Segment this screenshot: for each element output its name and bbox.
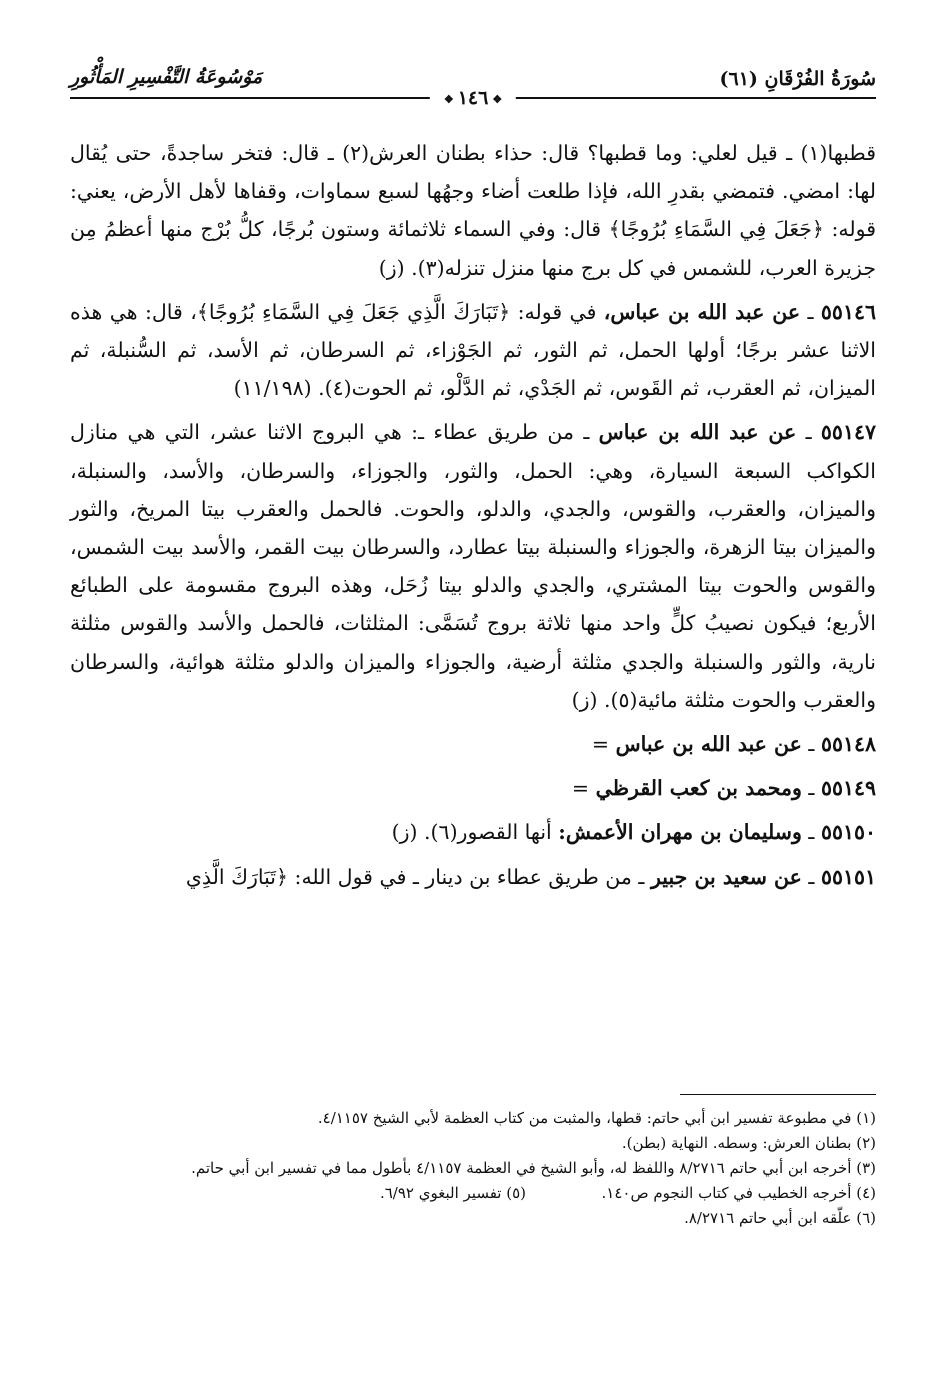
entry-number: ٥٥١٤٩ (820, 776, 876, 801)
entry-number: ٥٥١٤٧ (820, 420, 876, 445)
footnote: (١) في مطبوعة تفسير ابن أبي حاتم: قطها، والمثبت من كتاب العظمة لأبي الشيخ ٤/١١٥٧. (317, 1109, 876, 1127)
narrator-name: وسليمان بن مهران الأعمش: (558, 820, 802, 845)
book-title: مَوْسُوعَةُ التَّفْسِيرِ المَأْثُورِ (70, 66, 263, 88)
paragraph-continuation (70, 134, 876, 287)
footnote-divider (680, 1094, 876, 1095)
hadith-entry: ٥٥١٥١ ـ عن سعيد بن جبير ـ من طريق عطاء بن دينار ـ في قول الله: ﴿تَبَارَكَ الَّذِي (185, 864, 876, 889)
footnote: (٢) بطنان العرش: وسطه. النهاية (بطن). (621, 1134, 876, 1152)
entry-number: ٥٥١٥٠ (820, 820, 876, 845)
book-page (70, 60, 876, 1350)
entry-number: ٥٥١٤٦ (820, 299, 876, 324)
entry-number: ٥٥١٥١ (820, 864, 876, 889)
page-number: ١٤٦ (457, 87, 489, 109)
narrator-name: عن سعيد بن جبير (650, 864, 802, 889)
main-text (70, 134, 876, 902)
footnote-row (70, 1181, 876, 1206)
entry-text: أنها القصور(٦). (ز) (391, 820, 552, 845)
entry-text: ـ من طريق عطاء ـ: هي البروج الاثنا عشر، التي هي منازل الكواكب السبعة السيارة، وهي: الحمل، والثور، والجوزاء، والسرطان، والأسد، والسنبلة، والميزان، والعقرب، والقوس، والجدي، والدلو، والحوت. فالحمل والعقرب بيتا المريخ، والثور والميزان بيتا الزهرة، والجوزاء والسنبلة بيتا عطارد، والسرطان بيت القمر، والأسد بيت الشمس، والقوس والحوت بيتا المشتري، والجدي والدلو بيتا زُحَل، وهذه البروج مقسومة على الطبائع الأربع؛ فيكون نصيبُ كلٍّ واحد منها ثلاثة بروج تُسَمَّى: المثلثات، فالحمل والأسد والقوس مثلثة نارية، والثور والسنبلة والجدي مثلثة أرضية، والجوزاء والميزان والدلو مثلثة هوائية، والسرطان والعقرب والحوت مثلثة مائية(٥). (ز) (70, 420, 876, 712)
page-number-box (430, 87, 516, 109)
ornament-icon: ❖ (492, 92, 503, 106)
footnotes (70, 1106, 876, 1231)
footnote: (٦) علّقه ابن أبي حاتم ٨/٢٧١٦. (684, 1209, 876, 1227)
narrator-name: عن عبد الله بن عباس (598, 420, 797, 445)
entry-text: في قوله: ﴿تَبَارَكَ الَّذِي جَعَلَ فِي السَّمَاءِ بُرُوجًا﴾، قال: هي هذه الاثنا عشر برجًا؛ أولها الحمل، ثم الثور، ثم الجَوْزاء، ثم السرطان، ثم الأسد، ثم السُّنبلة، ثم الميزان، ثم العقرب، ثم القَوس، ثم الجَدْي، ثم الدَّلْو، ثم الحوت(٤). (١١/١٩٨) (70, 299, 876, 401)
entry-text: ـ من طريق عطاء بن دينار ـ في قول الله: ﴿تَبَارَكَ الَّذِي (185, 864, 645, 889)
surah-title: سُورَةُ الفُرْقَانِ (٦١) (719, 68, 876, 90)
footnote: (٤) أخرجه الخطيب في كتاب النجوم ص١٤٠. (601, 1184, 876, 1202)
paragraph-text: قطبها(١) ـ قيل لعلي: وما قطبها؟ قال: حذاء بطنان العرش(٢) ـ قال: فتخر ساجدةً، حتى يُقال لها: امضي. فتمضي بقدرِ الله، فإذا طلعت أضاء وجهُها لسبع سماوات، وقفاها لأهل الأرض، يعني: قوله: ﴿جَعَلَ فِي السَّمَاءِ بُرُوجًا﴾ قال: وفي السماء ثلاثمائة وستون بُرجًا، كلُّ بُرْج منها أعظمُ مِن جزيرة العرب، للشمس في كل برج منها منزل تنزله(٣). (ز) (70, 141, 876, 280)
entry-text: = (591, 732, 610, 757)
ornament-icon: ❖ (443, 92, 454, 106)
page-header (70, 60, 876, 109)
entry-text: = (571, 776, 590, 801)
hadith-entry: ٥٥١٤٩ ـ ومحمد بن كعب القرظي = (571, 776, 876, 801)
hadith-entry: ٥٥١٤٦ ـ عن عبد الله بن عباس، في قوله: ﴿تَبَارَكَ الَّذِي جَعَلَ فِي السَّمَاءِ بُرُوجًا﴾، قال: هي هذه الاثنا عشر برجًا؛ أولها الحمل، ثم الثور، ثم الجَوْزاء، ثم السرطان، ثم الأسد، ثم السُّنبلة، ثم الميزان، ثم العقرب، ثم القَوس، ثم الجَدْي، ثم الدَّلْو، ثم الحوت(٤). (١١/١٩٨) (70, 299, 876, 401)
narrator-name: ومحمد بن كعب القرظي (595, 776, 802, 801)
hadith-entry: ٥٥١٤٧ ـ عن عبد الله بن عباس ـ من طريق عطاء ـ: هي البروج الاثنا عشر، التي هي منازل الكواكب السبعة السيارة، وهي: الحمل، والثور، والجوزاء، والسرطان، والأسد، والسنبلة، والميزان، والعقرب، والقوس، والجدي، والدلو، والحوت. فالحمل والعقرب بيتا المريخ، والثور والميزان بيتا الزهرة، والجوزاء والسنبلة بيتا عطارد، والسرطان بيت القمر، والأسد بيت الشمس، والقوس والحوت بيتا المشتري، والجدي والدلو بيتا زُحَل، وهذه البروج مقسومة على الطبائع الأربع؛ فيكون نصيبُ كلٍّ واحد منها ثلاثة بروج تُسَمَّى: المثلثات، فالحمل والأسد والقوس مثلثة نارية، والثور والسنبلة والجدي مثلثة أرضية، والجوزاء والميزان والدلو مثلثة هوائية، والسرطان والعقرب والحوت مثلثة مائية(٥). (ز) (70, 420, 876, 712)
footnote: (٥) تفسير البغوي ٦/٩٢. (379, 1184, 526, 1202)
hadith-entry: ٥٥١٤٨ ـ عن عبد الله بن عباس = (591, 732, 876, 757)
hadith-entry: ٥٥١٥٠ ـ وسليمان بن مهران الأعمش: أنها القصور(٦). (ز) (391, 820, 876, 845)
narrator-name: عن عبد الله بن عباس، (603, 299, 801, 324)
footnote: (٣) أخرجه ابن أبي حاتم ٨/٢٧١٦ واللفظ له، وأبو الشيخ في العظمة ٤/١١٥٧ بأطول مما في تفسير ابن أبي حاتم. (191, 1159, 876, 1177)
narrator-name: عن عبد الله بن عباس (615, 732, 802, 757)
entry-number: ٥٥١٤٨ (820, 732, 876, 757)
